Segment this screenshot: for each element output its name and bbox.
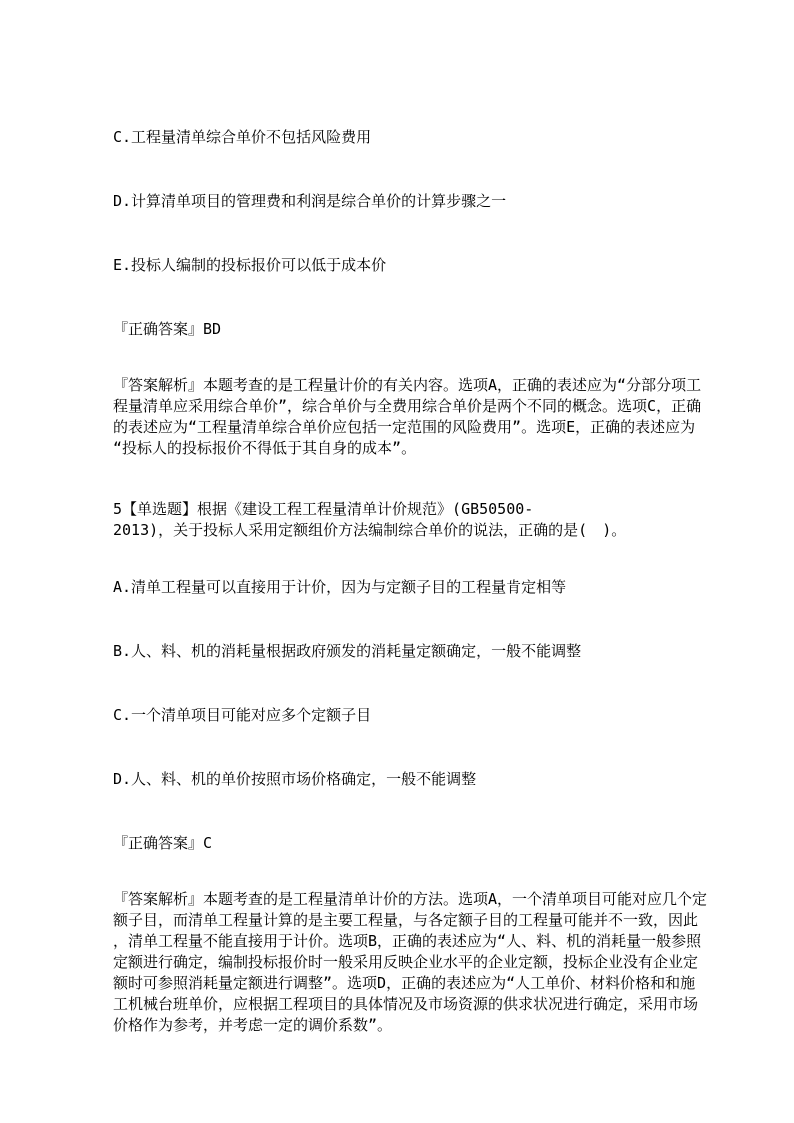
q5-stem-line: 2013)，关于投标人采用定额组价方法编制综合单价的说法，正确的是( )。	[113, 521, 627, 539]
q4-option-e: E.投标人编制的投标报价可以低于成本价	[113, 256, 387, 274]
q4-analysis-line: 的表述应为“工程量清单综合单价应包括一定范围的风险费用”。选项E，正确的表述应为	[113, 418, 696, 436]
q4-option-c: C.工程量清单综合单价不包括风险费用	[113, 128, 372, 146]
q5-stem-line: 5【单选题】根据《建设工程工程量清单计价规范》(GB50500-	[113, 500, 534, 518]
q5-correct-answer: 『正确答案』C	[113, 834, 213, 852]
q5-analysis-line: 『答案解析』本题考查的是工程量清单计价的方法。选项A，一个清单项目可能对应几个定	[113, 890, 708, 908]
q4-analysis-line: 『答案解析』本题考查的是工程量计价的有关内容。选项A，正确的表述应为“分部分项工	[113, 376, 702, 394]
q5-analysis-line: 工机械台班单价，应根据工程项目的具体情况及市场资源的供求状况进行确定，采用市场	[113, 995, 699, 1013]
q5-analysis-line: 价格作为参考，并考虑一定的调价系数”。	[113, 1016, 393, 1034]
q5-option-d: D.人、料、机的单价按照市场价格确定，一般不能调整	[113, 770, 477, 788]
q4-answer-analysis	[113, 375, 702, 459]
q5-analysis-line: 定额进行确定，编制投标报价时一般采用反映企业水平的企业定额，投标企业没有企业定	[113, 953, 699, 971]
q5-analysis-line: 额子目，而清单工程量计算的是主要工程量，与各定额子目的工程量可能并不一致，因此	[113, 911, 699, 929]
q5-stem	[113, 499, 694, 541]
q5-analysis-line: ，清单工程量不能直接用于计价。选项B，正确的表述应为“人、料、机的消耗量一般参照	[113, 932, 702, 950]
q4-analysis-line: 程量清单应采用综合单价”，综合单价与全费用综合单价是两个不同的概念。选项C，正确	[113, 397, 702, 415]
q5-analysis-line: 额时可参照消耗量定额进行调整”。选项D，正确的表述应为“人工单价、材料价格和和施	[113, 974, 696, 992]
q5-option-c: C.一个清单项目可能对应多个定额子目	[113, 706, 372, 724]
q5-option-a: A.清单工程量可以直接用于计价，因为与定额子目的工程量肯定相等	[113, 578, 567, 596]
q5-option-b: B.人、料、机的消耗量根据政府颁发的消耗量定额确定，一般不能调整	[113, 642, 582, 660]
q4-correct-answer: 『正确答案』BD	[113, 320, 222, 338]
q4-option-d: D.计算清单项目的管理费和利润是综合单价的计算步骤之一	[113, 192, 507, 210]
q4-analysis-line: “投标人的投标报价不得低于其自身的成本”。	[113, 439, 417, 457]
q5-answer-analysis	[113, 889, 708, 1036]
